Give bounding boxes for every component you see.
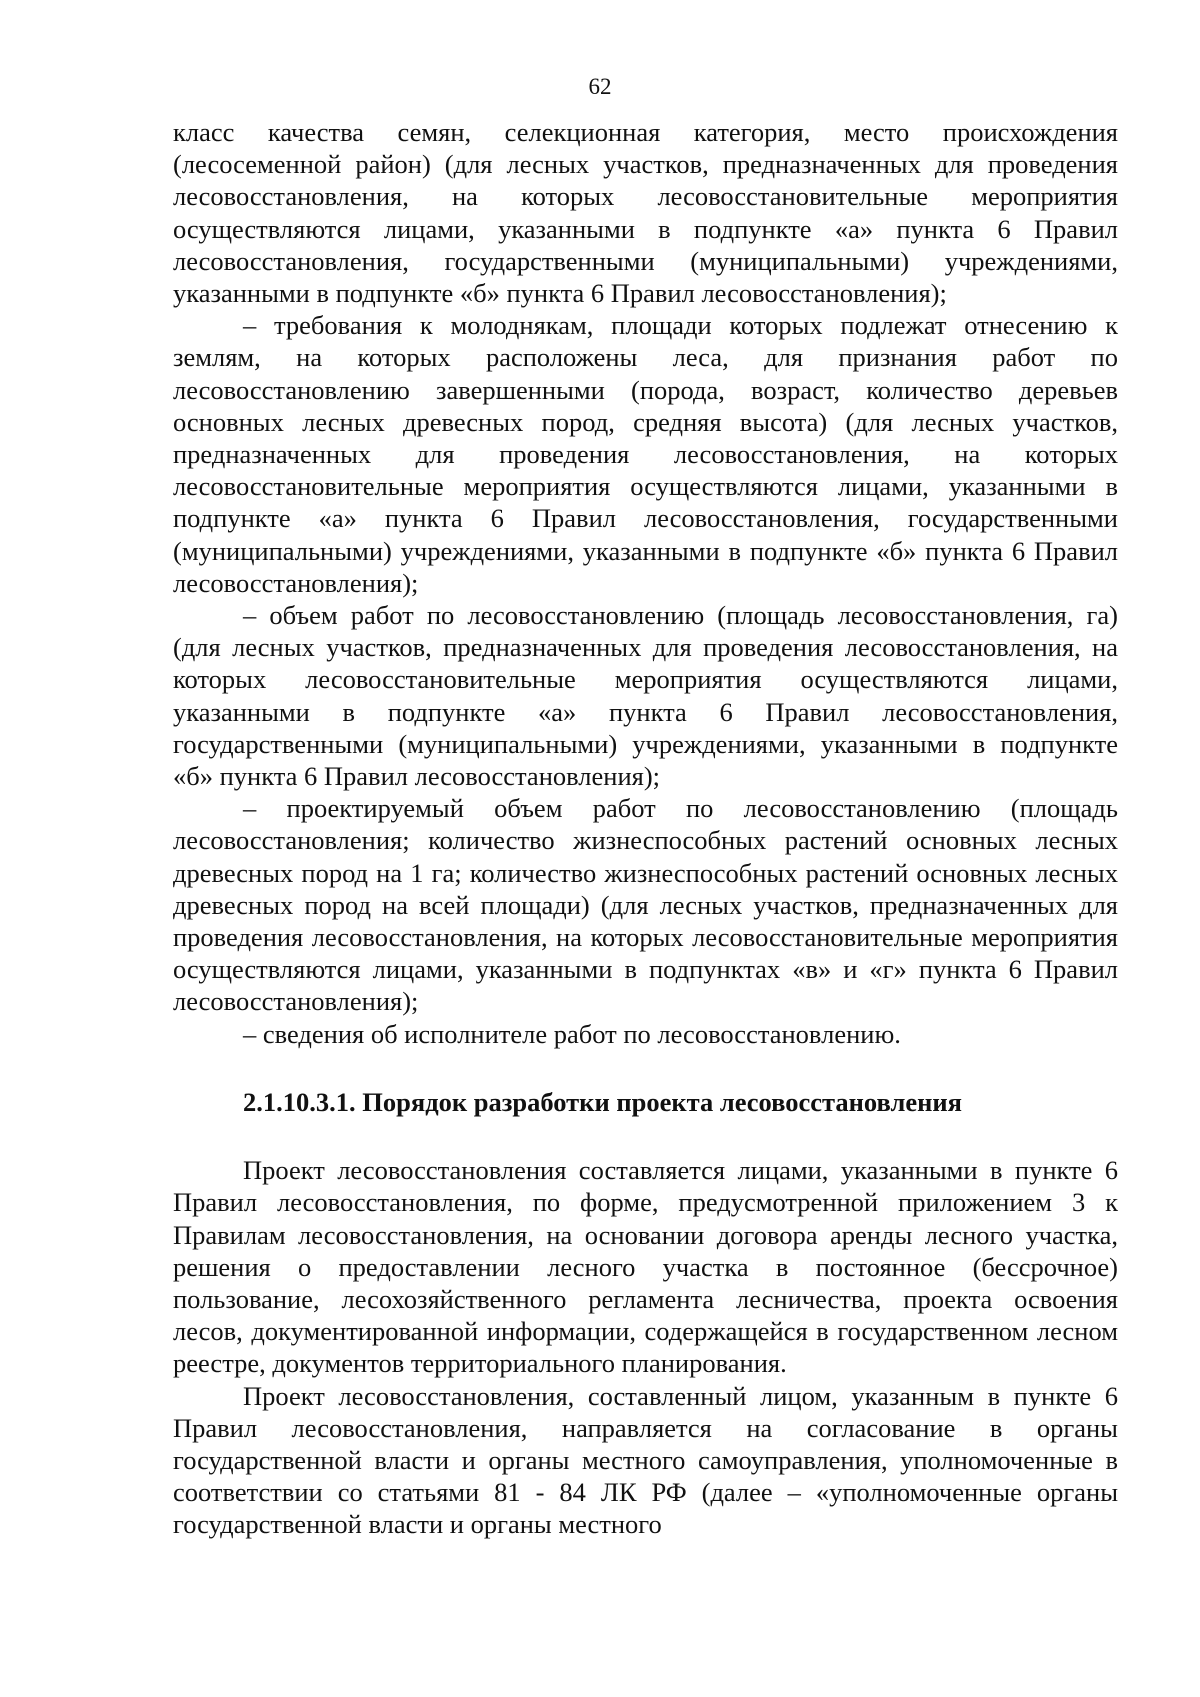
paragraph-contractor-info: – сведения об исполнителе работ по лесовосстановлению. (243, 1018, 901, 1049)
paragraph-projected-work-volume: – проектируемый объем работ по лесовосстановлению (площадь лесовосстановления; количество жизнеспособных растений основных лесных древесных пород на 1 га; количество жизнеспособных растений основных лесных древесных пород на всей площади) (для лесных участков, предназначенных для проведения лесовосстановления, на которых лесовосстановительные мероприятия осуществляются лицами, указанными в подпунктах «в» и «г» пункта 6 Правил лесовосстановления); (173, 793, 1118, 1017)
paragraph-project-preparation: Проект лесовосстановления составляется лицами, указанными в пункте 6 Правил лесовосстановления, по форме, предусмотренной приложением 3 к Правилам лесовосстановления, на основании договора аренды лесного участка, решения о предоставлении лесного участка в постоянное (бессрочное) пользование, лесохозяйственного регламента лесничества, проекта освоения лесов, документированной информации, содержащейся в государственном лесном реестре, документов территориального планирования. (173, 1155, 1118, 1379)
section-heading: 2.1.10.3.1. Порядок разработки проекта лесовосстановления (243, 1086, 962, 1117)
paragraph-project-approval: Проект лесовосстановления, составленный лицом, указанным в пункте 6 Правил лесовосстановления, направляется на согласование в органы государственной власти и органы местного самоуправления, уполномоченные в соответствии со статьями 81 - 84 ЛК РФ (далее – «уполномоченные органы государственной власти и органы местного (173, 1380, 1118, 1540)
paragraph-seed-quality: класс качества семян, селекционная категория, место происхождения (лесосеменной район) (для лесных участков, предназначенных для проведения лесовосстановления, на которых лесовосстановительные мероприятия осуществляются лицами, указанными в подпункте «а» пункта 6 Правил лесовосстановления, государственными (муниципальными) учреждениями, указанными в подпункте «б» пункта 6 Правил лесовосстановления); (173, 117, 1118, 309)
page-number: 62 (588, 74, 612, 99)
document-body (173, 116, 1118, 1541)
paragraph-work-volume: – объем работ по лесовосстановлению (площадь лесовосстановления, га) (для лесных участков, предназначенных для проведения лесовосстановления, на которых лесовосстановительные мероприятия осуществляются лицами, указанными в подпункте «а» пункта 6 Правил лесовосстановления, государственными (муниципальными) учреждениями, указанными в подпункте «б» пункта 6 Правил лесовосстановления); (173, 600, 1118, 792)
paragraph-young-growth-requirements: – требования к молоднякам, площади которых подлежат отнесению к землям, на которых расположены леса, для признания работ по лесовосстановлению завершенными (порода, возраст, количество деревьев основных лесных древесных пород, средняя высота) (для лесных участков, предназначенных для проведения лесовосстановления, на которых лесовосстановительные мероприятия осуществляются лицами, указанными в подпункте «а» пункта 6 Правил лесовосстановления, государственными (муниципальными) учреждениями, указанными в подпункте «б» пункта 6 Правил лесовосстановления); (173, 310, 1118, 598)
